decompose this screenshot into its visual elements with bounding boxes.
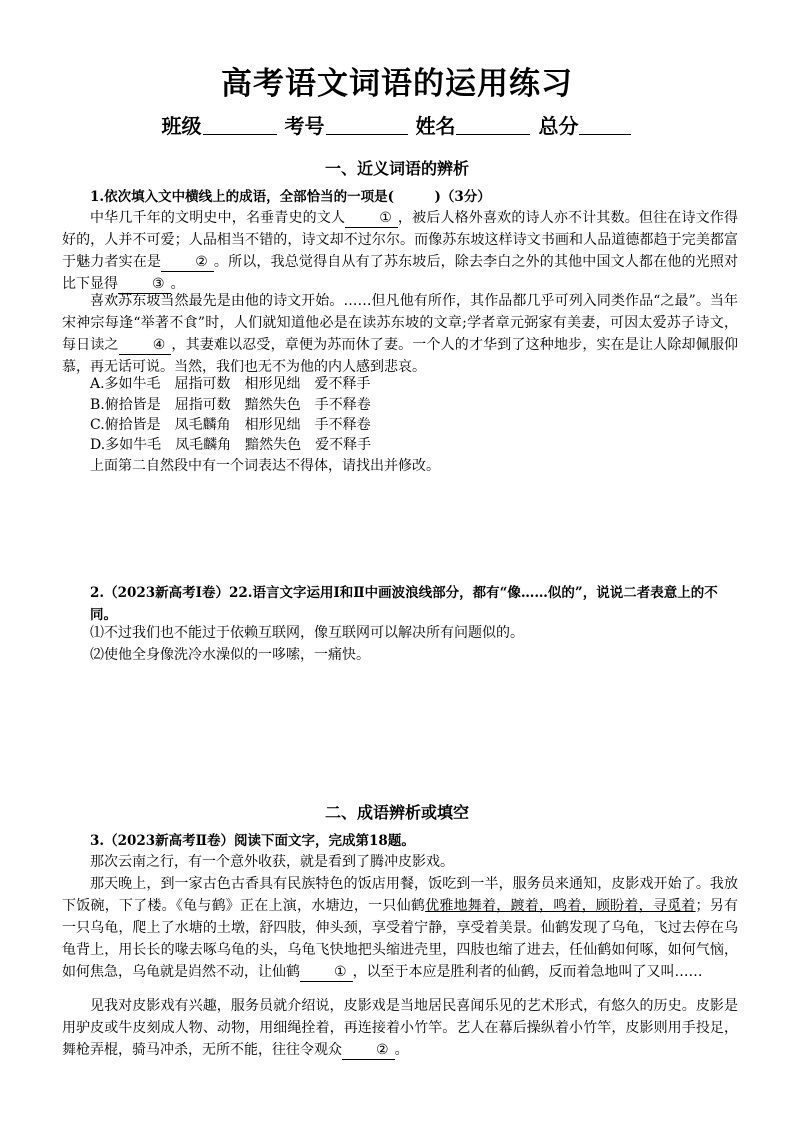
question-2-stem: 2.（2023新高考Ⅰ卷）22.语言文字运用Ⅰ和Ⅱ中画波浪线部分，都有“像……似的”，说说二者表意上的不同。 xyxy=(90,585,718,623)
class-label: 班级 xyxy=(161,114,202,138)
q1-followup: 上面第二自然段中有一个词表达不得体，请找出并修改。 xyxy=(90,458,440,474)
q3-paragraph-3 xyxy=(62,995,738,1061)
q3-paragraph-2 xyxy=(62,873,738,983)
q1-blank-4[interactable]: ④ xyxy=(119,336,172,355)
exam-no-label: 考号 xyxy=(284,114,325,138)
q1-p2-text-b: ，其妻难以忍受，章便为苏而休了妻。一个人的才华到了这种地步，实在是让人除却佩服仰慕，再无话可说。当然，我们也无不为他的内人感到悲哀。 xyxy=(62,337,739,375)
question-1-paragraph-1 xyxy=(62,207,738,295)
class-blank[interactable] xyxy=(203,116,277,135)
q2-item-2: ⑵使他全身像洗冷水澡似的一哆嗦，一痛快。 xyxy=(90,647,370,663)
question-3-stem: 3.（2023新高考Ⅱ卷）阅读下面文字，完成第18题。 xyxy=(90,833,415,849)
q1-p2-text-a: 喜欢苏东坡当然最先是由他的诗文开始。……但凡他有所作，其作品都几乎可列入同类作品“之最”。当年宋神宗每逢“举著不食”时，人们就知道他必是在读苏东坡的文章;学者章元弼家有美妻，可因太爱苏子诗文，每日读之 xyxy=(62,293,738,353)
q3-blank-2[interactable]: ② xyxy=(342,1041,395,1060)
q1-p1-text-a: 中华几千年的文明史中，名垂青史的文人 xyxy=(90,210,346,226)
exam-no-blank[interactable] xyxy=(326,116,408,135)
question-1-paragraph-2 xyxy=(62,290,738,378)
name-blank[interactable] xyxy=(456,116,530,135)
q1-blank-2[interactable]: ② xyxy=(161,253,214,272)
q1-option-c[interactable]: C.俯拾皆是 凤毛麟角 相形见绌 手不释卷 xyxy=(90,417,371,433)
section-heading-1: 一、近义词语的辨析 xyxy=(324,159,469,178)
q3-p2-underlined: 优雅地舞着，踱着，鸣着，顾盼着，寻觅着 xyxy=(425,898,696,914)
q3-p2-text-b: ；另有一只乌龟，爬上了水塘的土墩，舒四肢，伸头颈，享受着宁静，享受着美景。仙鹤发现了乌龟，飞过去停在乌龟背上，用长长的喙去啄乌龟的头，乌龟飞快地把头缩进壳里，四肢也缩了进去，任仙鹤如何啄，如何气恼，如何焦急，乌龟就是岿然不动，让仙鹤 xyxy=(62,898,739,980)
q3-blank-1[interactable]: ① xyxy=(300,963,353,982)
q1-option-a[interactable]: A.多如牛毛 屈指可数 相形见绌 爱不释手 xyxy=(90,376,371,392)
q3-p3-text-a: 见我对皮影戏有兴趣，服务员就介绍说，皮影戏是当地居民喜闻乐见的艺术形式，有悠久的历史。皮影是用驴皮或牛皮刻成人物、动物，用细绳拴着，再连接着小竹竿。艺人在幕后操纵着小竹竿，皮影则用手投足，舞枪弄棍，骑马冲杀，无所不能，往往令观众 xyxy=(62,998,738,1058)
q3-p2-text-c: ，以至于本应是胜利者的仙鹤，反而着急地叫了又叫…… xyxy=(352,964,703,980)
score-label: 总分 xyxy=(538,114,579,138)
q1-p1-text-c: 。所以，我总觉得自从有了苏东坡后，除去李白之外的其他中国文人都在他的光照对比下显得 xyxy=(62,254,739,292)
q3-paragraph-1: 那次云南之行，有一个意外收获，就是看到了腾冲皮影戏。 xyxy=(90,854,454,870)
section-heading-2: 二、成语辨析或填空 xyxy=(324,803,469,822)
page-title: 高考语文词语的运用练习 xyxy=(221,66,573,102)
q1-option-b[interactable]: B.俯拾皆是 屈指可数 黯然失色 手不释卷 xyxy=(90,397,371,413)
question-1-stem: 1.依次填入文中横线上的成语，全部恰当的一项是( )（3分） xyxy=(90,189,491,205)
q2-item-1: ⑴不过我们也不能过于依赖互联网，像互联网可以解决所有问题似的。 xyxy=(90,625,524,641)
q3-p3-text-b: 。 xyxy=(394,1042,409,1058)
q1-option-d[interactable]: D.多如牛毛 凤毛麟角 黯然失色 爱不释手 xyxy=(90,437,372,453)
student-info-line xyxy=(0,110,794,139)
name-label: 姓名 xyxy=(415,114,456,138)
q1-p1-text-b: ，被后人格外喜欢的诗人亦不计其数。但往在诗文作得好的，人并不可爱；人品相当不错的，诗文却不过尔尔。而像苏东坡这样诗文书画和人品道德都趋于完美都富于魅力者实在是 xyxy=(62,210,738,270)
score-blank[interactable] xyxy=(579,116,631,135)
q1-blank-3[interactable]: ③ xyxy=(118,275,171,294)
q3-p2-text-a: 那天晚上，到一家古色古香具有民族特色的饭店用餐，饭吃到一半，服务员来通知，皮影戏开始了。我放下饭碗，下了楼。《龟与鹤》正在上演，水塘边，一只仙鹤 xyxy=(62,876,738,914)
q1-p1-text-d: 。 xyxy=(170,276,185,292)
q1-blank-1[interactable]: ① xyxy=(345,209,398,228)
